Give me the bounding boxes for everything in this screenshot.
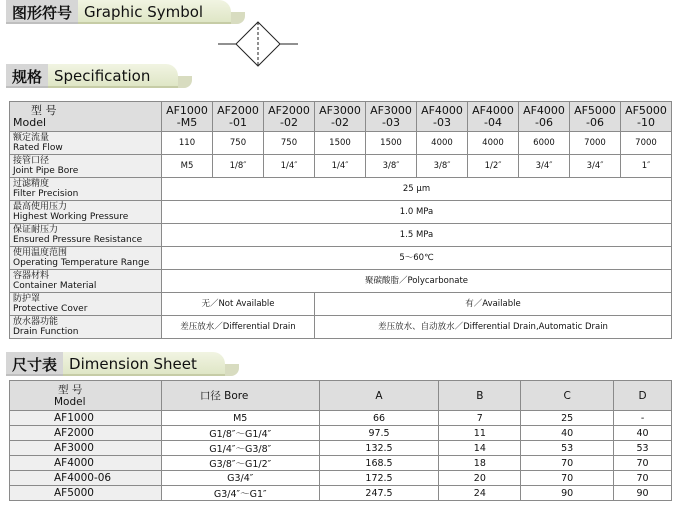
dimension-sheet-header	[6, 352, 225, 376]
table-row: AF4000-06 G3/4″ 172.5 20 70 70	[10, 471, 672, 486]
model-cell: AF5000 -10	[621, 102, 672, 132]
table-row: AF1000 M5 66 7 25 -	[10, 411, 672, 426]
pipe-bore-value: 1/4″	[315, 155, 366, 178]
pipe-bore-value: 3/4″	[570, 155, 621, 178]
rated-flow-value: 1500	[315, 132, 366, 155]
rated-flow-value: 4000	[417, 132, 468, 155]
pipe-bore-value: 1/4″	[264, 155, 315, 178]
pipe-bore-value: 1/2″	[468, 155, 519, 178]
model-cell: AF3000 -02	[315, 102, 366, 132]
model-cell: AF4000 -03	[417, 102, 468, 132]
specification-table	[9, 101, 672, 339]
protective-cover-value-a: 无／Not Available	[162, 293, 315, 316]
pipe-bore-value: 3/4″	[519, 155, 570, 178]
table-row: AF2000 G1/8″～G1/4″ 97.5 11 40 40	[10, 426, 672, 441]
dim-a-header: A	[319, 381, 439, 411]
temperature-row	[10, 247, 672, 270]
filter-precision-label: 过滤精度 Filter Precision	[10, 178, 162, 201]
graphic-symbol-header	[6, 0, 231, 24]
rated-flow-value: 750	[264, 132, 315, 155]
rated-flow-value: 1500	[366, 132, 417, 155]
graphic-symbol-title-cn: 图形符号	[6, 0, 78, 24]
protective-cover-label: 防护罩 Protective Cover	[10, 293, 162, 316]
table-row: AF5000 G3/4″～G1″ 247.5 24 90 90	[10, 486, 672, 501]
specification-title-cn: 规格	[6, 64, 48, 88]
filter-symbol-icon	[218, 20, 298, 68]
dimension-table	[9, 380, 672, 501]
dim-b-header: B	[439, 381, 521, 411]
proof-pressure-row	[10, 224, 672, 247]
max-pressure-row	[10, 201, 672, 224]
model-cell: AF4000 -04	[468, 102, 519, 132]
pipe-bore-row	[10, 155, 672, 178]
pipe-bore-value: 1/8″	[213, 155, 264, 178]
specification-header	[6, 64, 178, 88]
table-row: AF3000 G1/4″～G3/8″ 132.5 14 53 53	[10, 441, 672, 456]
graphic-symbol-title-en: Graphic Symbol	[78, 0, 231, 24]
protective-cover-row	[10, 293, 672, 316]
dimension-sheet-title-en: Dimension Sheet	[63, 352, 225, 376]
rated-flow-value: 750	[213, 132, 264, 155]
pipe-bore-value: 3/8″	[417, 155, 468, 178]
rated-flow-row	[10, 132, 672, 155]
rated-flow-value: 7000	[621, 132, 672, 155]
rated-flow-label: 额定流量 Rated Flow	[10, 132, 162, 155]
proof-pressure-label: 保证耐压力 Ensured Pressure Resistance	[10, 224, 162, 247]
temperature-label: 使用温度范围 Operating Temperature Range	[10, 247, 162, 270]
rated-flow-value: 6000	[519, 132, 570, 155]
dim-c-header: C	[521, 381, 614, 411]
model-cell: AF4000 -06	[519, 102, 570, 132]
temperature-value: 5～60℃	[162, 247, 672, 270]
max-pressure-value: 1.0 MPa	[162, 201, 672, 224]
container-value: 聚碳酸脂／Polycarbonate	[162, 270, 672, 293]
rated-flow-value: 110	[162, 132, 213, 155]
proof-pressure-value: 1.5 MPa	[162, 224, 672, 247]
filter-precision-row	[10, 178, 672, 201]
spec-header-row	[10, 102, 672, 132]
dim-header-row	[10, 381, 672, 411]
rated-flow-value: 4000	[468, 132, 519, 155]
model-cell: AF1000 -M5	[162, 102, 213, 132]
pipe-bore-value: 1″	[621, 155, 672, 178]
drain-value-a: 差压放水／Differential Drain	[162, 316, 315, 339]
pipe-bore-value: M5	[162, 155, 213, 178]
container-label: 容器材料 Container Material	[10, 270, 162, 293]
model-cell: AF2000 -01	[213, 102, 264, 132]
model-cell: AF5000 -06	[570, 102, 621, 132]
drain-label: 放水器功能 Drain Function	[10, 316, 162, 339]
dim-model-header: 型 号 Model	[10, 381, 162, 411]
dimension-sheet-title-cn: 尺寸表	[6, 352, 63, 376]
pipe-bore-label: 接管口径 Joint Pipe Bore	[10, 155, 162, 178]
filter-precision-value: 25 μm	[162, 178, 672, 201]
specification-title-en: Specification	[48, 64, 178, 88]
table-row: AF4000 G3/8″～G1/2″ 168.5 18 70 70	[10, 456, 672, 471]
container-row	[10, 270, 672, 293]
dim-bore-header: 口径 Bore	[161, 381, 319, 411]
model-cell: AF2000 -02	[264, 102, 315, 132]
rated-flow-value: 7000	[570, 132, 621, 155]
protective-cover-value-b: 有／Available	[315, 293, 672, 316]
dim-d-header: D	[614, 381, 672, 411]
spec-model-label: 型 号 Model	[10, 102, 162, 132]
model-cell: AF3000 -03	[366, 102, 417, 132]
drain-row	[10, 316, 672, 339]
pipe-bore-value: 3/8″	[366, 155, 417, 178]
drain-value-b: 差压放水、自动放水／Differential Drain,Automatic Drain	[315, 316, 672, 339]
max-pressure-label: 最高使用压力 Highest Working Pressure	[10, 201, 162, 224]
